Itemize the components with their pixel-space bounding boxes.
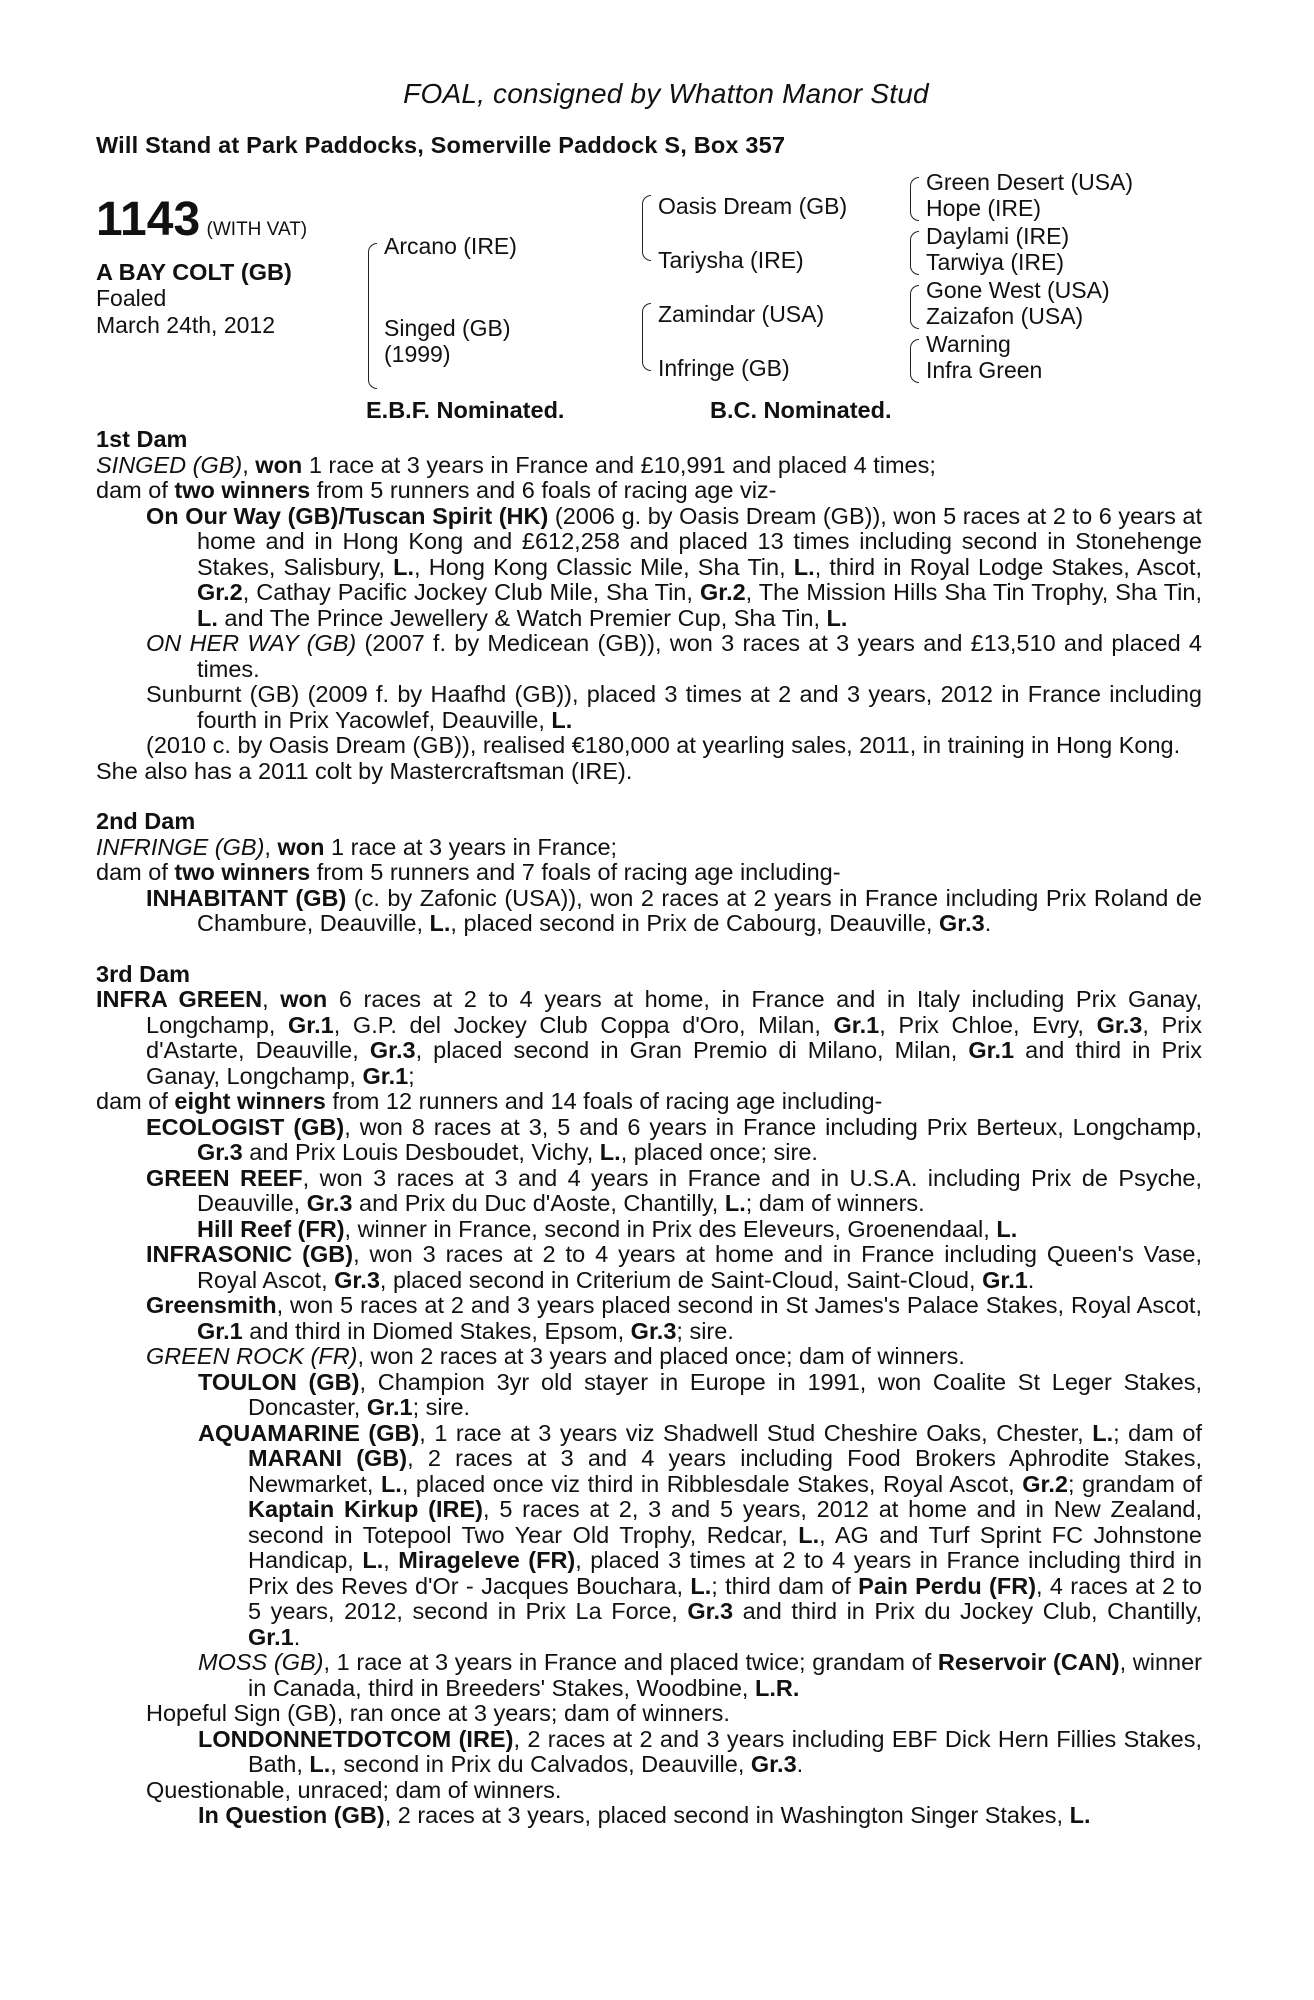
produce-entry: INFRASONIC (GB), won 3 races at 2 to 4 years at home and in France including Queen's Vase, Royal Ascot, Gr.3, placed second in Criterium de Saint-Cloud, Saint-Cloud, Gr.1. [146,1241,1202,1293]
lot-name: A BAY COLT (GB) [96,259,292,285]
produce-entry: ECOLOGIST (GB), won 8 races at 3, 5 and 6 years in France including Prix Berteux, Longchamp, Gr.3 and Prix Louis Desboudet, Vichy, L., placed once; sire. [146,1113,1202,1165]
second-dam-heading: 2nd Dam [96,808,196,834]
horse-name: On Our Way (GB)/Tuscan Spirit (HK) [146,502,549,529]
produce-entry: Sunburnt (GB) (2009 f. by Haafhd (GB)), placed 3 times at 2 and 3 years, 2012 in France including fourth in Prix Yacowlef, Deauville, L. [146,681,1202,733]
produce-entry: MOSS (GB), 1 race at 3 years in France and placed twice; grandam of Reservoir (CAN), winner in Canada, third in Breeders' Stakes, Woodbine, L.R. [198,1649,1202,1701]
stand-location: Will Stand at Park Paddocks, Somerville Paddock S, Box 357 [96,132,786,158]
produce-entry: TOULON (GB), Champion 3yr old stayer in Europe in 1991, won Coalite St Leger Stakes, Doncaster, Gr.1; sire. [198,1368,1202,1420]
ebf-nominated: E.B.F. Nominated. [366,397,565,423]
horse-name: SINGED (GB) [96,451,243,478]
pedigree-block [96,169,1202,423]
first-dam-produce-summary: dam of two winners from 5 runners and 6 foals of racing age viz- [96,477,777,503]
foaled-label: Foaled [96,285,167,311]
produce-entry: In Question (GB), 2 races at 3 years, placed second in Washington Singer Stakes, L. [198,1802,1091,1828]
bracket-dam-parents [642,303,651,371]
first-dam-heading: 1st Dam [96,426,188,452]
sire-sire: Oasis Dream (GB) [658,193,848,219]
horse-name: GREEN REEF [146,1164,303,1191]
bracket-sire-parents [642,195,651,261]
horse-name: AQUAMARINE (GB) [198,1419,420,1446]
bracket-g3 [910,285,919,329]
horse-name: INHABITANT (GB) [146,884,347,911]
produce-entry: Hill Reef (FR), winner in France, second in Prix des Eleveurs, Groenendaal, L. [197,1215,1018,1242]
granddam-4: Infra Green [926,357,1043,383]
consignment-line: FOAL, consigned by Whatton Manor Stud [403,78,929,109]
produce-note: She also has a 2011 colt by Mastercraftsman (IRE). [96,757,633,784]
horse-name: Greensmith [146,1292,277,1318]
horse-name: In Question (GB) [198,1802,385,1828]
horse-name: LONDONNETDOTCOM (IRE) [198,1725,514,1752]
horse-name: INFRA GREEN [96,986,263,1012]
bc-nominated: B.C. Nominated. [710,397,892,423]
third-dam-summary: INFRA GREEN, won 6 races at 2 to 4 years at home, in France and in Italy including Prix Ganay, Longchamp, Gr.1, G.P. del Jockey Club Coppa d'Oro, Milan, Gr.1, Prix Chloe, Evry, Gr.3, Prix d'Astarte, Deauville, Gr.3, placed second in Gran Premio di Milano, Milan, Gr.1 and third in Prix Ganay, Longchamp, Gr.1; [96,986,1203,1089]
horse-name: Hill Reef (FR) [197,1215,345,1242]
grandsire-4: Warning [926,331,1011,357]
horse-name: ECOLOGIST (GB) [146,1113,345,1140]
bracket-g4 [910,339,919,383]
vat-note: (WITH VAT) [206,219,308,240]
horse-name: MOSS (GB) [198,1649,324,1675]
dam-sire: Zamindar (USA) [658,301,825,327]
produce-entry: AQUAMARINE (GB), 1 race at 3 years viz Shadwell Stud Cheshire Oaks, Chester, L.; dam of MARANI (GB), 2 races at 3 and 4 years including Food Brokers Aphrodite Stakes, Newmarket, L., placed once viz third in Ribblesdale Stakes, Royal Ascot, Gr.2; grandam of Kaptain Kirkup (IRE), 5 races at 2, 3 and 5 years, 2012 at home and in New Zealand, second in Totepool Two Year Old Trophy, Redcar, L., AG and Turf Sprint FC Johnstone Handicap, L., Mirageleve (FR), placed 3 times at 2 to 4 years in France including third in Prix des Reves d'Or - Jacques Bouchara, L.; third dam of Pain Perdu (FR), 4 races at 2 to 5 years, 2012, second in Prix La Force, Gr.3 and third in Prix du Jockey Club, Chantilly, Gr.1. [198,1419,1203,1650]
foaled-date: March 24th, 2012 [96,312,276,338]
dam-dam: Infringe (GB) [658,355,790,381]
produce-entry: (2010 c. by Oasis Dream (GB)), realised €180,000 at yearling sales, 2011, in training in Hong Kong. [146,732,1181,758]
third-dam-produce-summary: dam of eight winners from 12 runners and 14 foals of racing age including- [96,1088,883,1114]
grandsire-2: Daylami (IRE) [926,223,1070,249]
dam-name: Singed (GB) [384,315,511,341]
dam-year: (1999) [384,341,451,367]
horse-name: GREEN ROCK (FR) [146,1343,358,1369]
lot-number-line [96,195,307,245]
produce-entry: LONDONNETDOTCOM (IRE), 2 races at 2 and 3 years including EBF Dick Hern Fillies Stakes, Bath, L., second in Prix du Calvados, Deauville, Gr.3. [198,1725,1202,1777]
granddam-2: Tarwiya (IRE) [926,249,1065,275]
produce-entry: GREEN REEF, won 3 races at 3 and 4 years in France and in U.S.A. including Prix de Psyche, Deauville, Gr.3 and Prix du Duc d'Aoste, Chantilly, L.; dam of winners. [146,1164,1202,1216]
granddam-1: Hope (IRE) [926,195,1042,221]
grandsire-1: Green Desert (USA) [926,169,1134,195]
catalogue-page [96,78,1202,1829]
sire-dam: Tariysha (IRE) [658,247,804,273]
produce-entry: Hopeful Sign (GB), ran once at 3 years; dam of winners. [146,1700,730,1726]
produce-entry: INHABITANT (GB) (c. by Zafonic (USA)), won 2 races at 2 years in France including Prix Roland de Chambure, Deauville, L., placed second in Prix de Cabourg, Deauville, Gr.3. [146,884,1203,936]
produce-entry: Questionable, unraced; dam of winners. [146,1776,562,1803]
horse-name: INFRINGE (GB) [96,833,265,860]
second-dam-summary: INFRINGE (GB), won 1 race at 3 years in France; [96,833,618,860]
second-dam-produce-summary: dam of two winners from 5 runners and 7 foals of racing age including- [96,859,841,885]
lot-number: 1143 [96,193,201,246]
first-dam-summary: SINGED (GB), won 1 race at 3 years in France and £10,991 and placed 4 times; [96,451,936,478]
grandsire-3: Gone West (USA) [926,277,1110,303]
third-dam-heading: 3rd Dam [96,960,191,987]
produce-entry: GREEN ROCK (FR), won 2 races at 3 years and placed once; dam of winners. [146,1343,965,1369]
horse-name: ON HER WAY (GB) [146,630,357,656]
granddam-3: Zaizafon (USA) [926,303,1084,329]
bracket-g2 [910,231,919,275]
horse-name: TOULON (GB) [198,1368,360,1395]
produce-record [96,427,1202,1829]
bracket-sire-dam [368,243,377,389]
produce-entry: Greensmith, won 5 races at 2 and 3 years placed second in St James's Palace Stakes, Royal Ascot, Gr.1 and third in Diomed Stakes, Epsom, Gr.3; sire. [146,1292,1202,1344]
produce-entry: On Our Way (GB)/Tuscan Spirit (HK) (2006 g. by Oasis Dream (GB)), won 5 races at 2 to 6 years at home and in Hong Kong and £612,258 and placed 13 times including second in Stonehenge Stakes, Salisbury, L., Hong Kong Classic Mile, Sha Tin, L., third in Royal Lodge Stakes, Ascot, Gr.2, Cathay Pacific Jockey Club Mile, Sha Tin, Gr.2, The Mission Hills Sha Tin Trophy, Sha Tin, L. and The Prince Jewellery & Watch Premier Cup, Sha Tin, L. [146,502,1203,631]
sire-name: Arcano (IRE) [384,233,517,259]
horse-name: INFRASONIC (GB) [146,1241,354,1267]
bracket-g1 [910,177,919,221]
produce-entry: ON HER WAY (GB) (2007 f. by Medicean (GB)), won 3 races at 3 years and £13,510 and placed 4 times. [146,630,1202,682]
